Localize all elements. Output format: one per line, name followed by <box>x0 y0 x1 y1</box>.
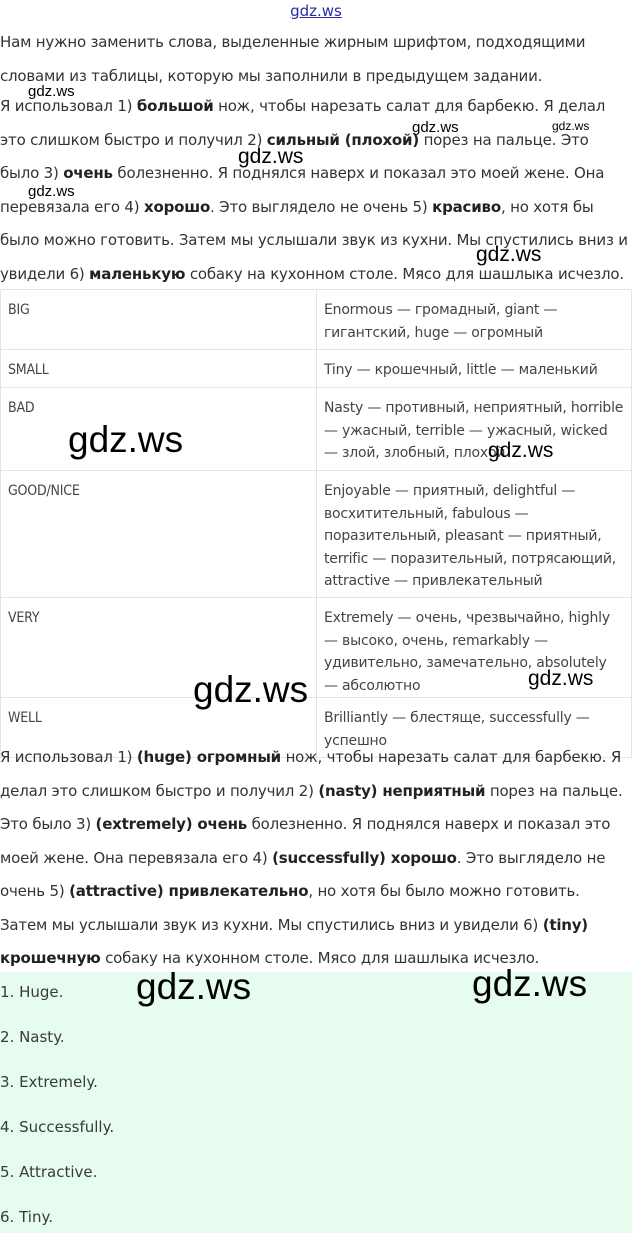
story-text: собаку на кухонном столе. Мясо для шашлыка исчезло. <box>100 949 540 967</box>
rewritten-story-paragraph <box>0 741 630 976</box>
watermark: gdz.ws <box>528 667 594 690</box>
watermark: gdz.ws <box>472 963 588 1004</box>
intro-paragraph: Нам нужно заменить слова, выделенные жирным шрифтом, подходящими словами из таблицы, которую мы заполнили в предыдущем задании. <box>0 33 586 85</box>
table-row <box>1 471 632 598</box>
story-text: порез на пальце. Это было 3) <box>0 781 623 833</box>
watermark: gdz.ws <box>28 183 75 200</box>
answer-item: 4. Successfully. <box>0 1118 115 1136</box>
bold-word: (tiny) крошечную <box>0 915 588 967</box>
watermark: gdz.ws <box>412 119 459 136</box>
bold-word: (huge) огромный <box>136 748 281 766</box>
story-text: порез на пальце. Это было 3) <box>0 130 589 182</box>
watermark: gdz.ws <box>68 419 184 460</box>
table-cell-word: BAD <box>1 388 317 471</box>
story-text: нож, чтобы нарезать салат для барбекю. Я делал это слишком быстро и получил 2) <box>0 97 606 149</box>
answer-item: 2. Nasty. <box>0 1028 65 1046</box>
bold-word: (attractive) привлекательно <box>69 882 309 900</box>
table-row <box>1 290 632 350</box>
answer-item: 5. Attractive. <box>0 1163 98 1181</box>
answers-panel <box>0 972 632 1233</box>
table-cell-synonyms: Extremely — очень, чрезвычайно, highly — высоко, очень, remarkably — удивительно, замечательно, absolutely — абсолютно <box>317 598 632 698</box>
bold-word: (extremely) очень <box>95 815 248 833</box>
table-cell-word: VERY <box>1 598 317 698</box>
table-cell-synonyms: Brilliantly — блестяще, successfully — успешно <box>317 698 632 758</box>
bold-word: красиво <box>432 197 501 216</box>
watermark: gdz.ws <box>28 83 75 100</box>
story-text: , но хотя бы было можно готовить. Затем мы услышали звук из кухни. Мы спустились вниз и увидели 6) <box>0 197 628 283</box>
bold-word: маленькую <box>89 264 186 283</box>
table-cell-word: SMALL <box>1 350 317 388</box>
story-text: болезненно. Я поднялся наверх и показал это моей жене. Она перевязала его 4) <box>0 164 605 216</box>
answer-item: 6. Tiny. <box>0 1208 53 1226</box>
story-text: собаку на кухонном столе. Мясо для шашлыка исчезло. <box>185 264 624 283</box>
story-text: Я использовал 1) <box>0 97 137 115</box>
watermark: gdz.ws <box>476 243 542 266</box>
bold-word: хорошо <box>143 197 211 216</box>
table-cell-synonyms: Enjoyable — приятный, delightful — восхитительный, fabulous — поразительный, pleasant — приятный, terrific — поразительный, потрясающий, attractive — привлекательный <box>317 471 632 598</box>
watermark: gdz.ws <box>193 669 309 710</box>
answer-item: 3. Extremely. <box>0 1073 98 1091</box>
bold-word: очень <box>63 164 113 182</box>
table-row <box>1 350 632 388</box>
story-text: , но хотя бы было можно готовить. Затем мы услышали звук из кухни. Мы спустились вниз и увидели 6) <box>0 882 580 934</box>
table-cell-word: WELL <box>1 698 317 758</box>
bold-word: большой <box>136 97 214 115</box>
watermark: gdz.ws <box>552 119 590 133</box>
table-cell-synonyms: Nasty — противный, неприятный, horrible — ужасный, terrible — ужасный, wicked — злой, злобный, плохой <box>317 388 632 471</box>
story-text: нож, чтобы нарезать салат для барбекю. Я делал это слишком быстро и получил 2) <box>0 748 622 800</box>
watermark: gdz.ws <box>238 145 304 168</box>
story-text: . Это выглядело не очень 5) <box>0 848 606 900</box>
table-cell-word: GOOD/NICE <box>1 471 317 598</box>
table-cell-synonyms: Enormous — громадный, giant — гигантский, huge — огромный <box>317 290 632 350</box>
table-cell-word: BIG <box>1 290 317 350</box>
site-link[interactable]: gdz.ws <box>290 2 342 20</box>
watermark: gdz.ws <box>136 966 252 1007</box>
table-cell-synonyms: Tiny — крошечный, little — маленький <box>317 350 632 388</box>
story-text: болезненно. Я поднялся наверх и показал это моей жене. Она перевязала его 4) <box>0 815 611 867</box>
bold-word: сильный (плохой) <box>266 130 419 149</box>
answer-item: 1. Huge. <box>0 983 64 1001</box>
story-text: Я использовал 1) <box>0 748 137 766</box>
watermark: gdz.ws <box>488 439 554 462</box>
story-text: . Это выглядело не очень 5) <box>210 197 433 216</box>
bold-word: (nasty) неприятный <box>318 781 486 800</box>
bold-word: (successfully) хорошо <box>272 848 457 867</box>
